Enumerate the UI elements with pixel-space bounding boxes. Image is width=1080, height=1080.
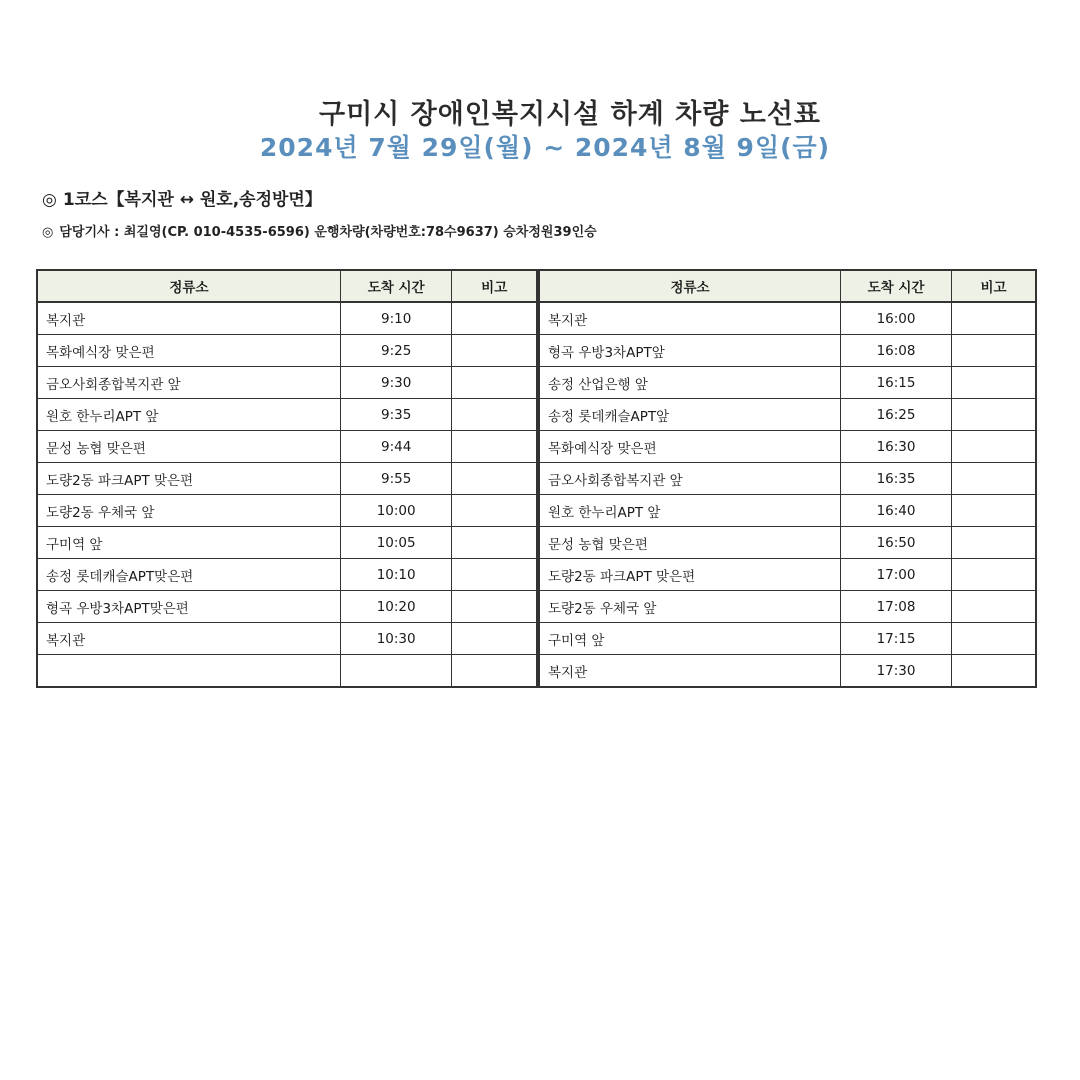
cell-time: 17:15 <box>841 623 952 655</box>
cell-note <box>952 302 1037 335</box>
cell-note <box>952 399 1037 431</box>
table-header-row <box>37 270 537 302</box>
table-row <box>37 559 537 591</box>
cell-stop: 목화예식장 맞은편 <box>539 431 841 463</box>
cell-stop: 구미역 앞 <box>539 623 841 655</box>
column-header-time: 도착 시간 <box>340 270 452 302</box>
cell-note <box>452 559 537 591</box>
cell-stop: 도량2동 파크APT 맞은편 <box>37 463 340 495</box>
column-header-note: 비고 <box>452 270 537 302</box>
table-row <box>539 463 1036 495</box>
table-row <box>37 302 537 335</box>
cell-note <box>952 431 1037 463</box>
morning-schedule-table <box>36 269 538 688</box>
cell-stop: 복지관 <box>37 302 340 335</box>
cell-note <box>952 335 1037 367</box>
table-row <box>539 431 1036 463</box>
cell-time: 9:25 <box>340 335 452 367</box>
cell-time: 9:55 <box>340 463 452 495</box>
afternoon-schedule-table <box>538 269 1037 688</box>
table-row <box>37 623 537 655</box>
driver-label: 담당기사 : 최길영(CP. 010-4535-6596) 운행차량(차량번호:78수9637) 승차정원39인승 <box>59 225 597 240</box>
cell-note <box>952 527 1037 559</box>
cell-stop: 문성 농협 맞은편 <box>539 527 841 559</box>
column-header-time: 도착 시간 <box>841 270 952 302</box>
cell-stop: 복지관 <box>37 623 340 655</box>
table-row <box>37 495 537 527</box>
table-row <box>37 655 537 688</box>
cell-note <box>452 302 537 335</box>
cell-time: 9:44 <box>340 431 452 463</box>
column-header-note: 비고 <box>952 270 1037 302</box>
course-heading <box>42 185 322 210</box>
table-row <box>539 591 1036 623</box>
cell-note <box>452 335 537 367</box>
cell-stop: 금오사회종합복지관 앞 <box>37 367 340 399</box>
column-header-stop: 정류소 <box>37 270 340 302</box>
table-row <box>539 559 1036 591</box>
cell-time: 9:35 <box>340 399 452 431</box>
page-title: 구미시 장애인복지시설 하계 차량 노선표 <box>319 99 821 130</box>
table-row <box>539 367 1036 399</box>
cell-stop: 송정 산업은행 앞 <box>539 367 841 399</box>
cell-stop: 형곡 우방3차APT앞 <box>539 335 841 367</box>
cell-note <box>452 591 537 623</box>
cell-time: 9:30 <box>340 367 452 399</box>
cell-note <box>452 399 537 431</box>
cell-note <box>952 367 1037 399</box>
cell-time: 16:50 <box>841 527 952 559</box>
table-header-row <box>539 270 1036 302</box>
cell-time: 16:15 <box>841 367 952 399</box>
cell-time: 16:00 <box>841 302 952 335</box>
cell-note <box>452 495 537 527</box>
cell-note <box>452 367 537 399</box>
cell-stop: 원호 한누리APT 앞 <box>539 495 841 527</box>
table-row <box>37 431 537 463</box>
course-label: 1코스【복지관 ↔ 원호,송정방면】 <box>62 190 322 210</box>
cell-stop <box>37 655 340 688</box>
cell-time: 10:30 <box>340 623 452 655</box>
cell-time: 16:35 <box>841 463 952 495</box>
cell-note <box>452 655 537 688</box>
cell-note <box>952 655 1037 688</box>
table-row <box>539 495 1036 527</box>
cell-stop: 구미역 앞 <box>37 527 340 559</box>
cell-note <box>452 527 537 559</box>
cell-time: 16:30 <box>841 431 952 463</box>
table-row <box>37 335 537 367</box>
cell-stop: 복지관 <box>539 655 841 688</box>
table-row <box>539 623 1036 655</box>
double-circle-icon: ◎ <box>42 190 57 210</box>
cell-note <box>452 431 537 463</box>
cell-time: 16:08 <box>841 335 952 367</box>
cell-time: 10:10 <box>340 559 452 591</box>
cell-note <box>452 463 537 495</box>
cell-stop: 송정 롯데캐슬APT맞은편 <box>37 559 340 591</box>
cell-time: 17:30 <box>841 655 952 688</box>
cell-time: 10:00 <box>340 495 452 527</box>
cell-time: 17:08 <box>841 591 952 623</box>
cell-time: 10:20 <box>340 591 452 623</box>
cell-note <box>952 495 1037 527</box>
table-row <box>539 399 1036 431</box>
table-row <box>37 527 537 559</box>
cell-note <box>452 623 537 655</box>
cell-time: 17:00 <box>841 559 952 591</box>
cell-note <box>952 463 1037 495</box>
cell-note <box>952 623 1037 655</box>
driver-info <box>42 221 597 240</box>
cell-note <box>952 559 1037 591</box>
table-row <box>37 367 537 399</box>
cell-time: 16:40 <box>841 495 952 527</box>
cell-stop: 문성 농협 맞은편 <box>37 431 340 463</box>
double-circle-icon: ◎ <box>42 225 54 240</box>
table-row <box>37 591 537 623</box>
cell-stop: 형곡 우방3차APT맞은편 <box>37 591 340 623</box>
cell-stop: 원호 한누리APT 앞 <box>37 399 340 431</box>
table-row <box>37 399 537 431</box>
table-row <box>539 335 1036 367</box>
cell-time <box>340 655 452 688</box>
cell-stop: 복지관 <box>539 302 841 335</box>
table-row <box>37 463 537 495</box>
table-row <box>539 302 1036 335</box>
schedule-tables <box>36 269 1037 688</box>
cell-stop: 송정 롯데캐슬APT앞 <box>539 399 841 431</box>
table-row <box>539 527 1036 559</box>
cell-stop: 금오사회종합복지관 앞 <box>539 463 841 495</box>
cell-stop: 도량2동 우체국 앞 <box>37 495 340 527</box>
cell-stop: 목화예식장 맞은편 <box>37 335 340 367</box>
cell-time: 16:25 <box>841 399 952 431</box>
cell-stop: 도량2동 우체국 앞 <box>539 591 841 623</box>
cell-stop: 도량2동 파크APT 맞은편 <box>539 559 841 591</box>
cell-time: 9:10 <box>340 302 452 335</box>
table-row <box>539 655 1036 688</box>
cell-time: 10:05 <box>340 527 452 559</box>
column-header-stop: 정류소 <box>539 270 841 302</box>
cell-note <box>952 591 1037 623</box>
date-range: 2024년 7월 29일(월) ~ 2024년 8월 9일(금) <box>259 133 831 162</box>
